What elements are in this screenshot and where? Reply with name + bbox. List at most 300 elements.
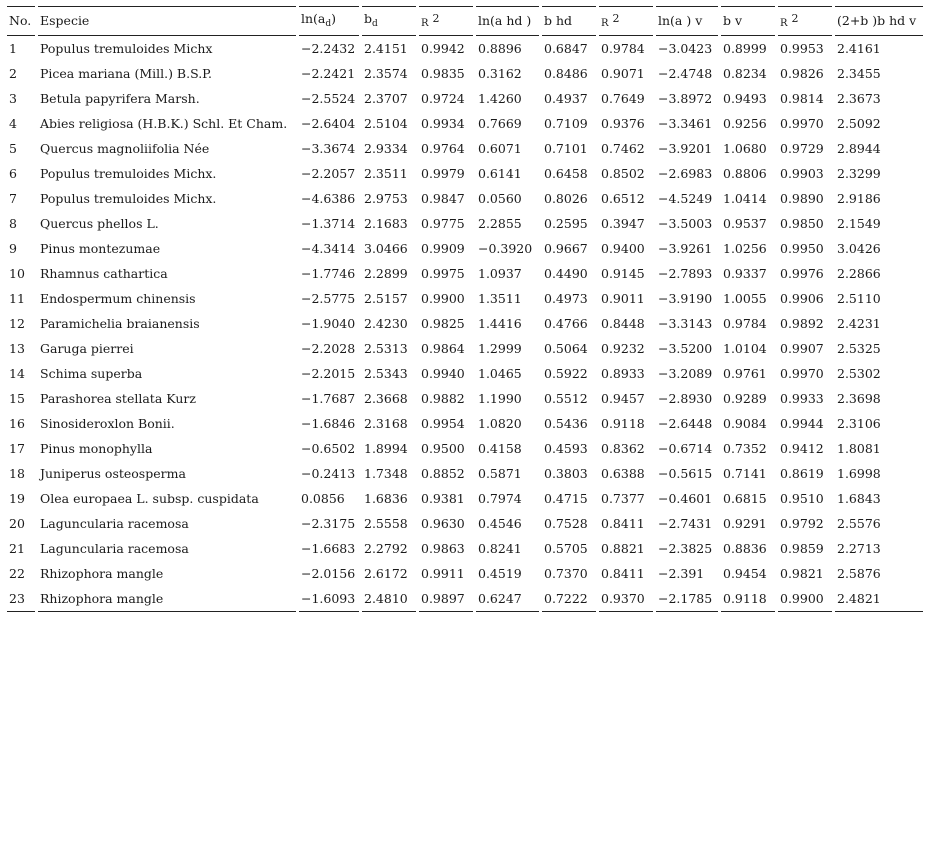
cell-r2-v: 0.9900 [778,586,832,612]
cell-combined: 3.0426 [837,241,881,256]
header-especie: Especie [38,6,296,36]
cell-ln-ahd: 0.6247 [476,586,539,612]
cell-bd: 2.1683 [364,216,408,231]
cell-ln-ahd: 0.8241 [478,541,522,556]
cell-ln-ad: −1.6683 [301,541,356,556]
cell-r2-v: 0.9907 [780,341,824,356]
cell-r2-d: 0.9900 [421,291,465,306]
cell-ln-ad: −0.6502 [301,441,356,456]
cell-bv: 0.8999 [723,41,767,56]
cell-r2-hd: 0.8502 [601,166,645,181]
cell-ln-ahd: 0.8896 [478,41,522,56]
cell-r2-d: 0.9954 [421,416,465,431]
allometric-parameters-table [4,6,926,612]
cell-no: 14 [9,366,25,381]
cell-combined: 2.3299 [837,166,881,181]
cell-no: 2 [9,66,17,81]
cell-bd: 3.0466 [364,241,408,256]
cell-r2-hd: 0.7377 [601,491,645,506]
cell-r2-d: 0.9724 [421,91,465,106]
cell-ln-av: −2.7893 [658,266,713,281]
cell-bv: 1.0680 [723,141,767,156]
cell-bhd: 0.5705 [544,541,588,556]
cell-ln-av: −2.3825 [658,541,713,556]
cell-bhd: 0.3803 [544,466,588,481]
cell-especie: Olea europaea L. subsp. cuspidata [40,491,259,506]
cell-no: 8 [9,216,17,231]
cell-no: 18 [9,466,25,481]
cell-ln-ahd: 1.3511 [478,291,522,306]
cell-ln-av: −2.4748 [658,66,713,81]
cell-r2-d: 0.9940 [421,366,465,381]
table-row [7,136,923,161]
cell-especie: Quercus magnoliifolia Née [40,141,210,156]
cell-r2-hd: 0.7462 [601,141,645,156]
cell-r2-d: 0.9775 [421,216,465,231]
table-row [7,461,923,486]
cell-ln-ahd: 0.7669 [478,116,522,131]
header-r2-d-r: R [421,17,429,29]
cell-r2-hd: 0.9376 [601,116,645,131]
cell-r2-hd: 0.9784 [601,41,645,56]
cell-combined: 1.6843 [837,491,881,506]
cell-ln-ad: −2.2028 [301,341,356,356]
cell-no: 19 [9,491,25,506]
cell-bd: 2.4230 [364,316,408,331]
cell-especie: Pinus montezumae [40,241,161,256]
cell-r2-v: 0.9814 [780,91,824,106]
cell-r2-d: 0.9630 [421,516,465,531]
table-row [7,161,923,186]
cell-r2-v: 0.9950 [780,241,824,256]
cell-especie: Betula papyrifera Marsh. [40,91,200,106]
cell-bhd: 0.7109 [544,116,588,131]
cell-r2-hd: 0.6388 [601,466,645,481]
cell-ln-ad: −2.0156 [301,566,356,581]
cell-bv: 0.8234 [723,66,767,81]
header-r2-hd [599,6,653,36]
cell-combined: 2.3455 [837,66,881,81]
table-row [7,261,923,286]
cell-r2-hd: 0.8933 [601,366,645,381]
table-row [7,586,923,612]
cell-ln-ahd: 0.7974 [478,491,522,506]
header-r2-v-exp: 2 [791,11,799,25]
cell-combined: 2.8944 [837,141,881,156]
cell-no: 22 [9,566,25,581]
table-row [7,61,923,86]
cell-especie: Laguncularia racemosa [40,541,189,556]
cell-bv: 1.0104 [723,341,767,356]
cell-no: 20 [9,516,25,531]
cell-ln-ahd: 0.6071 [478,141,522,156]
cell-r2-v: 0.9510 [780,491,824,506]
table-row [7,211,923,236]
cell-bhd: 0.4490 [544,266,588,281]
cell-especie: Schima superba [40,366,143,381]
table-row [7,336,923,361]
cell-ln-ad: −2.5524 [301,91,356,106]
cell-combined: 2.5876 [837,566,881,581]
cell-ln-ad: −1.3714 [301,216,356,231]
table-row [7,36,923,61]
header-r2-hd-r: R [601,17,609,29]
cell-especie: Garuga pierrei [40,341,134,356]
cell-combined: 2.1549 [837,216,881,231]
cell-bd: 2.5343 [364,366,408,381]
cell-combined: 2.4821 [835,586,923,612]
cell-bv: 1.0256 [723,241,767,256]
cell-bv: 0.7352 [723,441,767,456]
cell-ln-av: −2.7431 [658,516,713,531]
cell-no: 3 [9,91,17,106]
header-ln-ad [299,6,359,36]
cell-especie: Sinosideroxlon Bonii. [40,416,175,431]
cell-bv: 0.9493 [723,91,767,106]
cell-ln-av: −2.6983 [658,166,713,181]
cell-ln-ahd: 1.0937 [478,266,522,281]
cell-r2-d: 0.9847 [421,191,465,206]
cell-r2-d: 0.8852 [421,466,465,481]
header-ln-ad-post: ) [331,10,337,26]
cell-bhd: 0.4937 [544,91,588,106]
table-row [7,511,923,536]
cell-ln-ad: −4.3414 [301,241,356,256]
cell-bv: 0.8836 [723,541,767,556]
header-ln-ad-sub: d [325,18,332,29]
cell-combined: 2.5302 [837,366,881,381]
cell-bhd: 0.4973 [544,291,588,306]
cell-bd: 1.6836 [364,491,408,506]
cell-bv: 0.6815 [723,491,767,506]
table-row [7,411,923,436]
cell-ln-av: −3.3143 [658,316,713,331]
cell-especie: Endospermum chinensis [40,291,196,306]
cell-bhd: 0.2595 [544,216,588,231]
cell-no: 15 [9,391,25,406]
header-ln-av: ln(a ) v [656,6,718,36]
cell-bv: 0.8806 [723,166,767,181]
cell-combined: 2.5325 [837,341,881,356]
cell-no: 5 [9,141,17,156]
cell-r2-d: 0.9897 [419,586,473,612]
cell-ln-ad: −4.6386 [301,191,356,206]
cell-bv: 0.9084 [723,416,767,431]
cell-r2-d: 0.9863 [421,541,465,556]
header-r2-hd-exp: 2 [612,11,620,25]
cell-combined: 2.4161 [837,41,881,56]
cell-bhd: 0.5922 [544,366,588,381]
cell-ln-av: −3.5003 [658,216,713,231]
cell-especie: Parashorea stellata Kurz [40,391,196,406]
cell-r2-hd: 0.8411 [601,566,645,581]
cell-bv: 0.9118 [721,586,775,612]
cell-ln-av: −2.391 [658,566,705,581]
cell-bd: 1.7348 [364,466,408,481]
cell-bv: 0.9761 [723,366,767,381]
cell-ln-ahd: 0.5871 [478,466,522,481]
cell-combined: 2.2866 [837,266,881,281]
cell-r2-d: 0.9979 [421,166,465,181]
cell-especie: Rhamnus cathartica [40,266,168,281]
cell-bhd: 0.4766 [544,316,588,331]
table-row [7,86,923,111]
cell-ln-ahd: 0.4158 [478,441,522,456]
cell-bv: 0.9289 [723,391,767,406]
cell-ln-ahd: 0.6141 [478,166,522,181]
cell-bv: 0.9537 [723,216,767,231]
cell-especie: Populus tremuloides Michx. [40,191,217,206]
cell-especie: Rhizophora mangle [40,566,164,581]
cell-ln-av: −3.5200 [658,341,713,356]
cell-bhd: 0.8486 [544,66,588,81]
cell-ln-av: −2.1785 [656,586,718,612]
cell-r2-d: 0.9934 [421,116,465,131]
cell-r2-d: 0.9825 [421,316,465,331]
cell-combined: 2.3106 [837,416,881,431]
cell-bhd: 0.5512 [544,391,588,406]
cell-r2-hd: 0.9457 [601,391,645,406]
cell-r2-v: 0.9792 [780,516,824,531]
cell-combined: 2.5092 [837,116,881,131]
cell-bhd: 0.7528 [544,516,588,531]
cell-ln-ahd: 1.2999 [478,341,522,356]
table-row [7,311,923,336]
cell-bd: 2.3168 [364,416,408,431]
cell-no: 16 [9,416,25,431]
cell-no: 9 [9,241,17,256]
cell-especie: Juniperus osteosperma [40,466,186,481]
cell-combined: 1.8081 [837,441,881,456]
header-bv: b v [721,6,775,36]
cell-no: 13 [9,341,25,356]
cell-ln-ahd: 1.1990 [478,391,522,406]
cell-bhd: 0.6458 [544,166,588,181]
cell-bd: 2.5558 [364,516,408,531]
cell-ln-av: −0.6714 [658,441,713,456]
cell-ln-ad: −1.6846 [301,416,356,431]
cell-r2-hd: 0.8411 [601,516,645,531]
cell-especie: Paramichelia braianensis [40,316,200,331]
cell-r2-v: 0.9970 [780,116,824,131]
cell-r2-v: 0.9976 [780,266,824,281]
header-ln-ad-pre: ln(a [301,10,326,26]
cell-ln-ad: −2.3175 [301,516,356,531]
table-row [7,561,923,586]
cell-r2-hd: 0.8821 [601,541,645,556]
cell-bhd: 0.8026 [544,191,588,206]
cell-r2-hd: 0.9232 [601,341,645,356]
cell-ln-ahd: −0.3920 [478,241,533,256]
cell-bv: 1.0414 [723,191,767,206]
table-row [7,486,923,511]
cell-especie: Pinus monophylla [40,441,153,456]
cell-ln-ad: −1.7687 [301,391,356,406]
cell-r2-hd: 0.9118 [601,416,645,431]
cell-bd: 2.9334 [364,141,408,156]
cell-r2-d: 0.9500 [421,441,465,456]
header-r2-d [419,6,473,36]
cell-no: 12 [9,316,25,331]
cell-r2-v: 0.9412 [780,441,824,456]
cell-r2-v: 0.9892 [780,316,824,331]
cell-bv: 0.7141 [723,466,767,481]
header-bd [362,6,416,36]
cell-ln-ad: −2.6404 [301,116,356,131]
cell-r2-v: 0.9890 [780,191,824,206]
cell-r2-d: 0.9864 [421,341,465,356]
cell-r2-hd: 0.8448 [601,316,645,331]
header-bhd: b hd [542,6,596,36]
cell-bhd: 0.4593 [544,441,588,456]
cell-ln-ahd: 1.4260 [478,91,522,106]
cell-bhd: 0.6847 [544,41,588,56]
cell-bd: 2.6172 [364,566,408,581]
cell-bd: 2.4151 [364,41,408,56]
cell-ln-av: −3.8972 [658,91,713,106]
cell-bhd: 0.7222 [542,586,596,612]
cell-ln-ahd: 0.4519 [478,566,522,581]
table-row [7,286,923,311]
cell-ln-ad: −1.9040 [301,316,356,331]
cell-bd: 2.3574 [364,66,408,81]
cell-r2-hd: 0.3947 [601,216,645,231]
cell-r2-hd: 0.9400 [601,241,645,256]
cell-bv: 0.9256 [723,116,767,131]
cell-ln-av: −3.9261 [658,241,713,256]
cell-bd: 2.3668 [364,391,408,406]
cell-r2-v: 0.9933 [780,391,824,406]
cell-r2-v: 0.9944 [780,416,824,431]
cell-r2-v: 0.9970 [780,366,824,381]
cell-r2-d: 0.9942 [421,41,465,56]
cell-r2-v: 0.9729 [780,141,824,156]
cell-no: 7 [9,191,17,206]
cell-bv: 0.9337 [723,266,767,281]
cell-combined: 2.5110 [837,291,881,306]
header-row [7,6,923,36]
cell-ln-av: −0.5615 [658,466,713,481]
table-row [7,386,923,411]
cell-ln-ad: −2.2057 [301,166,356,181]
cell-bv: 0.9454 [723,566,767,581]
cell-ln-ahd: 0.0560 [478,191,522,206]
cell-no: 21 [9,541,25,556]
cell-bd: 1.8994 [364,441,408,456]
cell-ln-ad: −1.6093 [299,586,359,612]
header-bd-main: b [364,10,373,26]
cell-ln-av: −3.9201 [658,141,713,156]
cell-ln-av: −0.4601 [658,491,713,506]
cell-r2-hd: 0.9071 [601,66,645,81]
cell-especie: Populus tremuloides Michx [40,41,213,56]
cell-no: 6 [9,166,17,181]
cell-bd: 2.9753 [364,191,408,206]
cell-ln-ad: −2.2432 [301,41,356,56]
cell-bd: 2.5104 [364,116,408,131]
cell-bv: 0.9291 [723,516,767,531]
cell-especie: Populus tremuloides Michx. [40,166,217,181]
cell-ln-av: −2.6448 [658,416,713,431]
cell-ln-ahd: 1.0820 [478,416,522,431]
cell-bv: 1.0055 [723,291,767,306]
cell-no: 1 [9,41,17,56]
cell-r2-hd: 0.9370 [599,586,653,612]
cell-especie: Abies religiosa (H.B.K.) Schl. Et Cham. [40,116,288,131]
cell-ln-ahd: 2.2855 [478,216,522,231]
cell-r2-d: 0.9835 [421,66,465,81]
cell-combined: 2.4231 [837,316,881,331]
cell-r2-d: 0.9381 [421,491,465,506]
cell-combined: 1.6998 [837,466,881,481]
cell-r2-v: 0.9953 [780,41,824,56]
cell-ln-ahd: 0.3162 [478,66,522,81]
cell-combined: 2.3698 [837,391,881,406]
cell-r2-v: 0.9906 [780,291,824,306]
cell-ln-ad: −2.2015 [301,366,356,381]
cell-ln-ahd: 0.4546 [478,516,522,531]
cell-ln-av: −4.5249 [658,191,713,206]
table-row [7,236,923,261]
cell-r2-v: 0.9859 [780,541,824,556]
table-body [7,36,923,612]
cell-bhd: 0.5064 [544,341,588,356]
cell-ln-ad: 0.0856 [301,491,345,506]
cell-bd: 2.2899 [364,266,408,281]
table-row [7,536,923,561]
cell-bhd: 0.4715 [544,491,588,506]
cell-bd: 2.2792 [364,541,408,556]
cell-r2-hd: 0.7649 [601,91,645,106]
cell-bd: 2.3511 [364,166,408,181]
cell-bhd: 0.9667 [544,241,588,256]
header-ln-ahd: ln(a hd ) [476,6,539,36]
cell-r2-d: 0.9911 [421,566,465,581]
cell-bv: 0.9784 [723,316,767,331]
cell-no: 17 [9,441,25,456]
header-r2-v-r: R [780,17,788,29]
cell-especie: Rhizophora mangle [38,586,296,612]
cell-bd: 2.5157 [364,291,408,306]
cell-combined: 2.5576 [837,516,881,531]
cell-ln-ad: −3.3674 [301,141,356,156]
cell-bhd: 0.7101 [544,141,588,156]
cell-ln-ad: −2.5775 [301,291,356,306]
cell-r2-v: 0.8619 [780,466,824,481]
cell-bhd: 0.5436 [544,416,588,431]
cell-bd: 2.4810 [362,586,416,612]
header-combined: (2+b )b hd v [835,6,923,36]
cell-r2-hd: 0.9011 [601,291,645,306]
cell-ln-av: −3.2089 [658,366,713,381]
cell-r2-v: 0.9826 [780,66,824,81]
cell-r2-hd: 0.6512 [601,191,645,206]
cell-ln-av: −3.0423 [658,41,713,56]
header-bd-sub: d [372,18,378,29]
cell-r2-v: 0.9903 [780,166,824,181]
table-row [7,111,923,136]
cell-bd: 2.3707 [364,91,408,106]
cell-r2-hd: 0.9145 [601,266,645,281]
table-row [7,361,923,386]
cell-r2-d: 0.9882 [421,391,465,406]
cell-ln-ahd: 1.0465 [478,366,522,381]
cell-ln-av: −3.3461 [658,116,713,131]
cell-bd: 2.5313 [364,341,408,356]
table-row [7,436,923,461]
cell-especie: Quercus phellos L. [40,216,159,231]
cell-r2-v: 0.9850 [780,216,824,231]
